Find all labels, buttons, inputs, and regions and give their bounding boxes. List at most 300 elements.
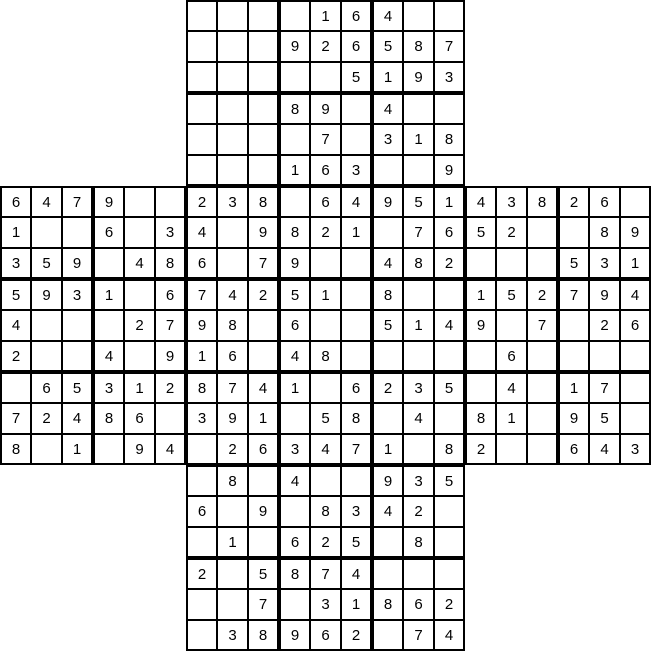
sudoku-cell[interactable] xyxy=(186,124,217,155)
sudoku-cell[interactable] xyxy=(558,248,589,279)
sudoku-cell[interactable] xyxy=(465,310,496,341)
sudoku-cell[interactable] xyxy=(62,341,93,372)
sudoku-cell[interactable] xyxy=(31,217,62,248)
sudoku-cell[interactable] xyxy=(93,310,124,341)
sudoku-cell[interactable] xyxy=(403,496,434,527)
sudoku-cell[interactable] xyxy=(341,310,372,341)
sudoku-cell[interactable] xyxy=(527,248,558,279)
sudoku-cell[interactable] xyxy=(620,310,651,341)
sudoku-cell[interactable] xyxy=(310,620,341,651)
sudoku-cell[interactable] xyxy=(217,62,248,93)
sudoku-cell[interactable] xyxy=(186,434,217,465)
sudoku-cell[interactable] xyxy=(31,186,62,217)
sudoku-cell[interactable] xyxy=(93,341,124,372)
sudoku-cell[interactable] xyxy=(434,403,465,434)
sudoku-cell[interactable] xyxy=(186,186,217,217)
sudoku-cell[interactable] xyxy=(589,217,620,248)
sudoku-cell[interactable] xyxy=(341,434,372,465)
sudoku-cell[interactable] xyxy=(620,372,651,403)
sudoku-cell[interactable] xyxy=(496,186,527,217)
sudoku-cell[interactable] xyxy=(310,589,341,620)
sudoku-cell-value: 4 xyxy=(165,440,175,458)
sudoku-cell[interactable] xyxy=(372,496,403,527)
sudoku-cell[interactable] xyxy=(0,279,31,310)
sudoku-cell[interactable] xyxy=(589,248,620,279)
sudoku-cell[interactable] xyxy=(434,496,465,527)
sudoku-cell[interactable] xyxy=(0,434,31,465)
sudoku-cell[interactable] xyxy=(217,31,248,62)
sudoku-cell[interactable] xyxy=(279,558,310,589)
sudoku-cell[interactable] xyxy=(31,372,62,403)
sudoku-cell[interactable] xyxy=(62,434,93,465)
sudoku-cell[interactable] xyxy=(341,93,372,124)
sudoku-cell[interactable] xyxy=(93,279,124,310)
sudoku-cell[interactable] xyxy=(341,155,372,186)
sudoku-cell[interactable] xyxy=(217,248,248,279)
sudoku-cell[interactable] xyxy=(155,279,186,310)
sudoku-cell[interactable] xyxy=(310,434,341,465)
sudoku-cell-value: 1 xyxy=(444,193,454,211)
sudoku-cell[interactable] xyxy=(248,403,279,434)
sudoku-cell[interactable] xyxy=(186,372,217,403)
sudoku-cell[interactable] xyxy=(496,372,527,403)
sudoku-cell[interactable] xyxy=(372,341,403,372)
sudoku-cell[interactable] xyxy=(217,186,248,217)
sudoku-cell[interactable] xyxy=(434,93,465,124)
sudoku-cell[interactable] xyxy=(341,558,372,589)
sudoku-cell[interactable] xyxy=(217,558,248,589)
sudoku-cell[interactable] xyxy=(186,217,217,248)
sudoku-cell[interactable] xyxy=(558,279,589,310)
sudoku-cell[interactable] xyxy=(0,341,31,372)
sudoku-cell[interactable] xyxy=(279,434,310,465)
sudoku-cell[interactable] xyxy=(186,496,217,527)
sudoku-cell[interactable] xyxy=(310,372,341,403)
sudoku-cell[interactable] xyxy=(341,31,372,62)
sudoku-cell[interactable] xyxy=(124,279,155,310)
sudoku-cell[interactable] xyxy=(620,434,651,465)
sudoku-cell[interactable] xyxy=(341,496,372,527)
sudoku-cell[interactable] xyxy=(372,124,403,155)
sudoku-cell[interactable] xyxy=(248,155,279,186)
sudoku-cell[interactable] xyxy=(372,62,403,93)
sudoku-cell[interactable] xyxy=(558,403,589,434)
sudoku-cell[interactable] xyxy=(62,279,93,310)
sudoku-cell[interactable] xyxy=(372,558,403,589)
sudoku-cell[interactable] xyxy=(589,186,620,217)
sudoku-cell[interactable] xyxy=(372,93,403,124)
sudoku-cell[interactable] xyxy=(434,465,465,496)
sudoku-cell[interactable] xyxy=(527,186,558,217)
sudoku-cell[interactable] xyxy=(341,620,372,651)
sudoku-cell[interactable] xyxy=(403,186,434,217)
sudoku-cell[interactable] xyxy=(372,310,403,341)
sudoku-cell[interactable] xyxy=(124,403,155,434)
sudoku-cell[interactable] xyxy=(310,155,341,186)
sudoku-cell[interactable] xyxy=(310,465,341,496)
sudoku-cell[interactable] xyxy=(217,279,248,310)
sudoku-cell[interactable] xyxy=(31,310,62,341)
sudoku-cell[interactable] xyxy=(434,279,465,310)
sudoku-cell[interactable] xyxy=(496,310,527,341)
sudoku-cell[interactable] xyxy=(434,372,465,403)
sudoku-cell[interactable] xyxy=(403,558,434,589)
sudoku-cell[interactable] xyxy=(62,403,93,434)
sudoku-cell[interactable] xyxy=(186,310,217,341)
sudoku-cell[interactable] xyxy=(341,527,372,558)
sudoku-cell[interactable] xyxy=(248,465,279,496)
sudoku-cell[interactable] xyxy=(434,248,465,279)
sudoku-cell[interactable] xyxy=(93,372,124,403)
sudoku-cell[interactable] xyxy=(31,341,62,372)
sudoku-cell[interactable] xyxy=(341,465,372,496)
sudoku-cell[interactable] xyxy=(186,403,217,434)
sudoku-cell[interactable] xyxy=(558,217,589,248)
sudoku-cell[interactable] xyxy=(155,217,186,248)
sudoku-cell[interactable] xyxy=(372,372,403,403)
sudoku-cell[interactable] xyxy=(372,434,403,465)
sudoku-cell[interactable] xyxy=(527,341,558,372)
sudoku-cell[interactable] xyxy=(465,248,496,279)
sudoku-cell[interactable] xyxy=(434,124,465,155)
sudoku-cell[interactable] xyxy=(279,279,310,310)
sudoku-cell[interactable] xyxy=(403,31,434,62)
sudoku-cell[interactable] xyxy=(341,217,372,248)
sudoku-cell[interactable] xyxy=(248,527,279,558)
sudoku-cell[interactable] xyxy=(186,0,217,31)
sudoku-cell[interactable] xyxy=(217,589,248,620)
sudoku-cell[interactable] xyxy=(434,589,465,620)
sudoku-cell[interactable] xyxy=(186,465,217,496)
sudoku-cell[interactable] xyxy=(341,248,372,279)
sudoku-cell[interactable] xyxy=(620,403,651,434)
sudoku-cell[interactable] xyxy=(496,279,527,310)
sudoku-cell[interactable] xyxy=(589,372,620,403)
sudoku-cell[interactable] xyxy=(341,279,372,310)
sudoku-cell[interactable] xyxy=(403,124,434,155)
sudoku-cell[interactable] xyxy=(155,434,186,465)
sudoku-cell[interactable] xyxy=(341,0,372,31)
sudoku-cell[interactable] xyxy=(62,248,93,279)
sudoku-cell[interactable] xyxy=(372,217,403,248)
sudoku-cell[interactable] xyxy=(310,186,341,217)
sudoku-cell[interactable] xyxy=(527,279,558,310)
sudoku-cell[interactable] xyxy=(279,465,310,496)
sudoku-cell[interactable] xyxy=(372,0,403,31)
sudoku-cell[interactable] xyxy=(434,186,465,217)
sudoku-cell[interactable] xyxy=(248,372,279,403)
sudoku-cell[interactable] xyxy=(403,527,434,558)
sudoku-cell[interactable] xyxy=(372,465,403,496)
sudoku-cell[interactable] xyxy=(558,186,589,217)
sudoku-cell[interactable] xyxy=(124,186,155,217)
sudoku-cell[interactable] xyxy=(248,620,279,651)
sudoku-cell[interactable] xyxy=(403,279,434,310)
sudoku-cell[interactable] xyxy=(403,93,434,124)
sudoku-cell[interactable] xyxy=(248,310,279,341)
sudoku-cell[interactable] xyxy=(0,248,31,279)
sudoku-cell[interactable] xyxy=(434,155,465,186)
sudoku-cell[interactable] xyxy=(93,186,124,217)
sudoku-cell[interactable] xyxy=(248,0,279,31)
sudoku-cell[interactable] xyxy=(279,31,310,62)
sudoku-cell[interactable] xyxy=(248,124,279,155)
sudoku-cell[interactable] xyxy=(155,310,186,341)
sudoku-cell[interactable] xyxy=(186,589,217,620)
sudoku-cell[interactable] xyxy=(248,434,279,465)
sudoku-cell[interactable] xyxy=(372,155,403,186)
sudoku-cell[interactable] xyxy=(62,310,93,341)
sudoku-cell[interactable] xyxy=(403,217,434,248)
sudoku-cell[interactable] xyxy=(403,341,434,372)
sudoku-cell[interactable] xyxy=(217,434,248,465)
sudoku-cell[interactable] xyxy=(186,62,217,93)
sudoku-cell[interactable] xyxy=(248,341,279,372)
sudoku-cell[interactable] xyxy=(434,558,465,589)
sudoku-cell[interactable] xyxy=(310,403,341,434)
sudoku-cell[interactable] xyxy=(620,186,651,217)
sudoku-cell[interactable] xyxy=(155,341,186,372)
sudoku-cell[interactable] xyxy=(217,155,248,186)
sudoku-cell[interactable] xyxy=(124,372,155,403)
sudoku-cell[interactable] xyxy=(341,372,372,403)
sudoku-cell[interactable] xyxy=(186,279,217,310)
sudoku-cell[interactable] xyxy=(0,372,31,403)
sudoku-cell[interactable] xyxy=(341,186,372,217)
sudoku-cell[interactable] xyxy=(434,434,465,465)
sudoku-cell[interactable] xyxy=(341,62,372,93)
sudoku-cell[interactable] xyxy=(186,620,217,651)
sudoku-cell[interactable] xyxy=(279,620,310,651)
sudoku-cell[interactable] xyxy=(186,341,217,372)
sudoku-cell[interactable] xyxy=(310,248,341,279)
sudoku-cell[interactable] xyxy=(124,434,155,465)
sudoku-cell[interactable] xyxy=(527,403,558,434)
sudoku-cell[interactable] xyxy=(217,496,248,527)
sudoku-cell[interactable] xyxy=(124,248,155,279)
sudoku-cell[interactable] xyxy=(124,341,155,372)
sudoku-cell[interactable] xyxy=(248,279,279,310)
sudoku-cell[interactable] xyxy=(558,310,589,341)
sudoku-cell[interactable] xyxy=(310,31,341,62)
sudoku-cell[interactable] xyxy=(217,527,248,558)
sudoku-cell[interactable] xyxy=(465,279,496,310)
sudoku-cell[interactable] xyxy=(434,310,465,341)
sudoku-cell[interactable] xyxy=(279,155,310,186)
sudoku-cell[interactable] xyxy=(217,310,248,341)
sudoku-cell[interactable] xyxy=(279,372,310,403)
sudoku-cell[interactable] xyxy=(558,372,589,403)
sudoku-cell[interactable] xyxy=(465,186,496,217)
sudoku-cell[interactable] xyxy=(558,341,589,372)
sudoku-cell[interactable] xyxy=(279,310,310,341)
sudoku-cell[interactable] xyxy=(186,558,217,589)
sudoku-cell[interactable] xyxy=(124,310,155,341)
sudoku-cell[interactable] xyxy=(217,0,248,31)
sudoku-cell[interactable] xyxy=(620,279,651,310)
sudoku-cell[interactable] xyxy=(217,465,248,496)
sudoku-cell[interactable] xyxy=(248,186,279,217)
sudoku-cell[interactable] xyxy=(434,31,465,62)
sudoku-cell[interactable] xyxy=(186,31,217,62)
sudoku-cell[interactable] xyxy=(372,279,403,310)
sudoku-cell[interactable] xyxy=(0,403,31,434)
sudoku-cell[interactable] xyxy=(403,310,434,341)
sudoku-cell[interactable] xyxy=(465,403,496,434)
sudoku-cell[interactable] xyxy=(620,341,651,372)
sudoku-cell[interactable] xyxy=(124,217,155,248)
sudoku-cell[interactable] xyxy=(465,434,496,465)
sudoku-cell[interactable] xyxy=(527,372,558,403)
sudoku-cell[interactable] xyxy=(465,217,496,248)
sudoku-cell[interactable] xyxy=(372,186,403,217)
sudoku-cell[interactable] xyxy=(0,217,31,248)
sudoku-cell[interactable] xyxy=(310,279,341,310)
sudoku-cell[interactable] xyxy=(31,248,62,279)
sudoku-cell[interactable] xyxy=(496,403,527,434)
sudoku-cell[interactable] xyxy=(217,217,248,248)
sudoku-cell[interactable] xyxy=(248,217,279,248)
sudoku-cell[interactable] xyxy=(403,403,434,434)
sudoku-cell[interactable] xyxy=(310,341,341,372)
sudoku-cell[interactable] xyxy=(465,372,496,403)
sudoku-cell[interactable] xyxy=(279,527,310,558)
sudoku-cell[interactable] xyxy=(93,217,124,248)
sudoku-cell[interactable] xyxy=(279,186,310,217)
sudoku-cell[interactable] xyxy=(434,527,465,558)
sudoku-cell[interactable] xyxy=(341,403,372,434)
sudoku-cell[interactable] xyxy=(341,341,372,372)
sudoku-cell[interactable] xyxy=(527,217,558,248)
sudoku-cell[interactable] xyxy=(217,620,248,651)
sudoku-cell[interactable] xyxy=(372,527,403,558)
sudoku-cell[interactable] xyxy=(186,527,217,558)
sudoku-cell[interactable] xyxy=(31,434,62,465)
sudoku-cell[interactable] xyxy=(217,341,248,372)
sudoku-cell[interactable] xyxy=(403,620,434,651)
sudoku-cell[interactable] xyxy=(62,217,93,248)
sudoku-cell[interactable] xyxy=(93,248,124,279)
sudoku-cell[interactable] xyxy=(434,0,465,31)
sudoku-cell[interactable] xyxy=(620,217,651,248)
sudoku-cell[interactable] xyxy=(217,372,248,403)
sudoku-cell[interactable] xyxy=(527,310,558,341)
sudoku-cell[interactable] xyxy=(248,496,279,527)
sudoku-cell[interactable] xyxy=(496,248,527,279)
sudoku-cell[interactable] xyxy=(279,124,310,155)
sudoku-cell[interactable] xyxy=(217,403,248,434)
sudoku-cell[interactable] xyxy=(0,310,31,341)
sudoku-cell[interactable] xyxy=(372,31,403,62)
sudoku-cell[interactable] xyxy=(310,496,341,527)
sudoku-cell[interactable] xyxy=(341,124,372,155)
sudoku-cell[interactable] xyxy=(155,372,186,403)
sudoku-cell[interactable] xyxy=(279,62,310,93)
sudoku-cell[interactable] xyxy=(155,403,186,434)
sudoku-cell[interactable] xyxy=(372,403,403,434)
sudoku-cell[interactable] xyxy=(620,248,651,279)
sudoku-cell[interactable] xyxy=(62,186,93,217)
sudoku-cell[interactable] xyxy=(496,341,527,372)
sudoku-cell[interactable] xyxy=(434,217,465,248)
sudoku-cell[interactable] xyxy=(589,434,620,465)
sudoku-cell[interactable] xyxy=(310,558,341,589)
sudoku-cell[interactable] xyxy=(310,62,341,93)
sudoku-cell[interactable] xyxy=(589,310,620,341)
sudoku-cell[interactable] xyxy=(310,93,341,124)
sudoku-cell[interactable] xyxy=(248,31,279,62)
sudoku-cell[interactable] xyxy=(310,0,341,31)
sudoku-cell[interactable] xyxy=(310,217,341,248)
sudoku-cell[interactable] xyxy=(403,248,434,279)
sudoku-cell[interactable] xyxy=(155,186,186,217)
sudoku-cell[interactable] xyxy=(0,186,31,217)
sudoku-cell[interactable] xyxy=(186,155,217,186)
sudoku-cell[interactable] xyxy=(279,248,310,279)
sudoku-cell[interactable] xyxy=(434,62,465,93)
sudoku-cell[interactable] xyxy=(186,93,217,124)
sudoku-cell[interactable] xyxy=(589,279,620,310)
sudoku-cell[interactable] xyxy=(248,558,279,589)
sudoku-cell[interactable] xyxy=(248,248,279,279)
sudoku-cell[interactable] xyxy=(403,434,434,465)
sudoku-cell-value: 2 xyxy=(444,596,454,613)
sudoku-cell[interactable] xyxy=(527,434,558,465)
sudoku-cell[interactable] xyxy=(496,217,527,248)
sudoku-cell[interactable] xyxy=(403,0,434,31)
sudoku-cell[interactable] xyxy=(217,93,248,124)
sudoku-cell[interactable] xyxy=(403,155,434,186)
sudoku-cell[interactable] xyxy=(62,372,93,403)
sudoku-cell[interactable] xyxy=(403,372,434,403)
sudoku-cell[interactable] xyxy=(341,589,372,620)
sudoku-cell[interactable] xyxy=(248,62,279,93)
sudoku-cell[interactable] xyxy=(93,434,124,465)
sudoku-cell[interactable] xyxy=(403,465,434,496)
sudoku-cell[interactable] xyxy=(465,341,496,372)
sudoku-cell[interactable] xyxy=(372,248,403,279)
sudoku-cell[interactable] xyxy=(310,310,341,341)
sudoku-cell[interactable] xyxy=(279,0,310,31)
sudoku-cell[interactable] xyxy=(372,589,403,620)
sudoku-cell[interactable] xyxy=(589,341,620,372)
sudoku-cell[interactable] xyxy=(310,124,341,155)
sudoku-cell[interactable] xyxy=(186,248,217,279)
sudoku-cell[interactable] xyxy=(589,403,620,434)
sudoku-cell[interactable] xyxy=(248,93,279,124)
sudoku-cell[interactable] xyxy=(496,434,527,465)
sudoku-cell[interactable] xyxy=(279,403,310,434)
sudoku-cell[interactable] xyxy=(279,93,310,124)
sudoku-cell[interactable] xyxy=(279,589,310,620)
sudoku-cell[interactable] xyxy=(279,341,310,372)
sudoku-cell[interactable] xyxy=(403,589,434,620)
sudoku-cell[interactable] xyxy=(93,403,124,434)
sudoku-cell[interactable] xyxy=(155,248,186,279)
sudoku-cell[interactable] xyxy=(31,403,62,434)
sudoku-cell[interactable] xyxy=(279,496,310,527)
sudoku-cell[interactable] xyxy=(279,217,310,248)
sudoku-cell[interactable] xyxy=(403,62,434,93)
sudoku-cell[interactable] xyxy=(310,527,341,558)
sudoku-cell[interactable] xyxy=(372,620,403,651)
sudoku-cell[interactable] xyxy=(434,620,465,651)
sudoku-cell[interactable] xyxy=(434,341,465,372)
sudoku-cell[interactable] xyxy=(31,279,62,310)
sudoku-cell[interactable] xyxy=(558,434,589,465)
sudoku-cell[interactable] xyxy=(217,124,248,155)
sudoku-cell[interactable] xyxy=(248,589,279,620)
